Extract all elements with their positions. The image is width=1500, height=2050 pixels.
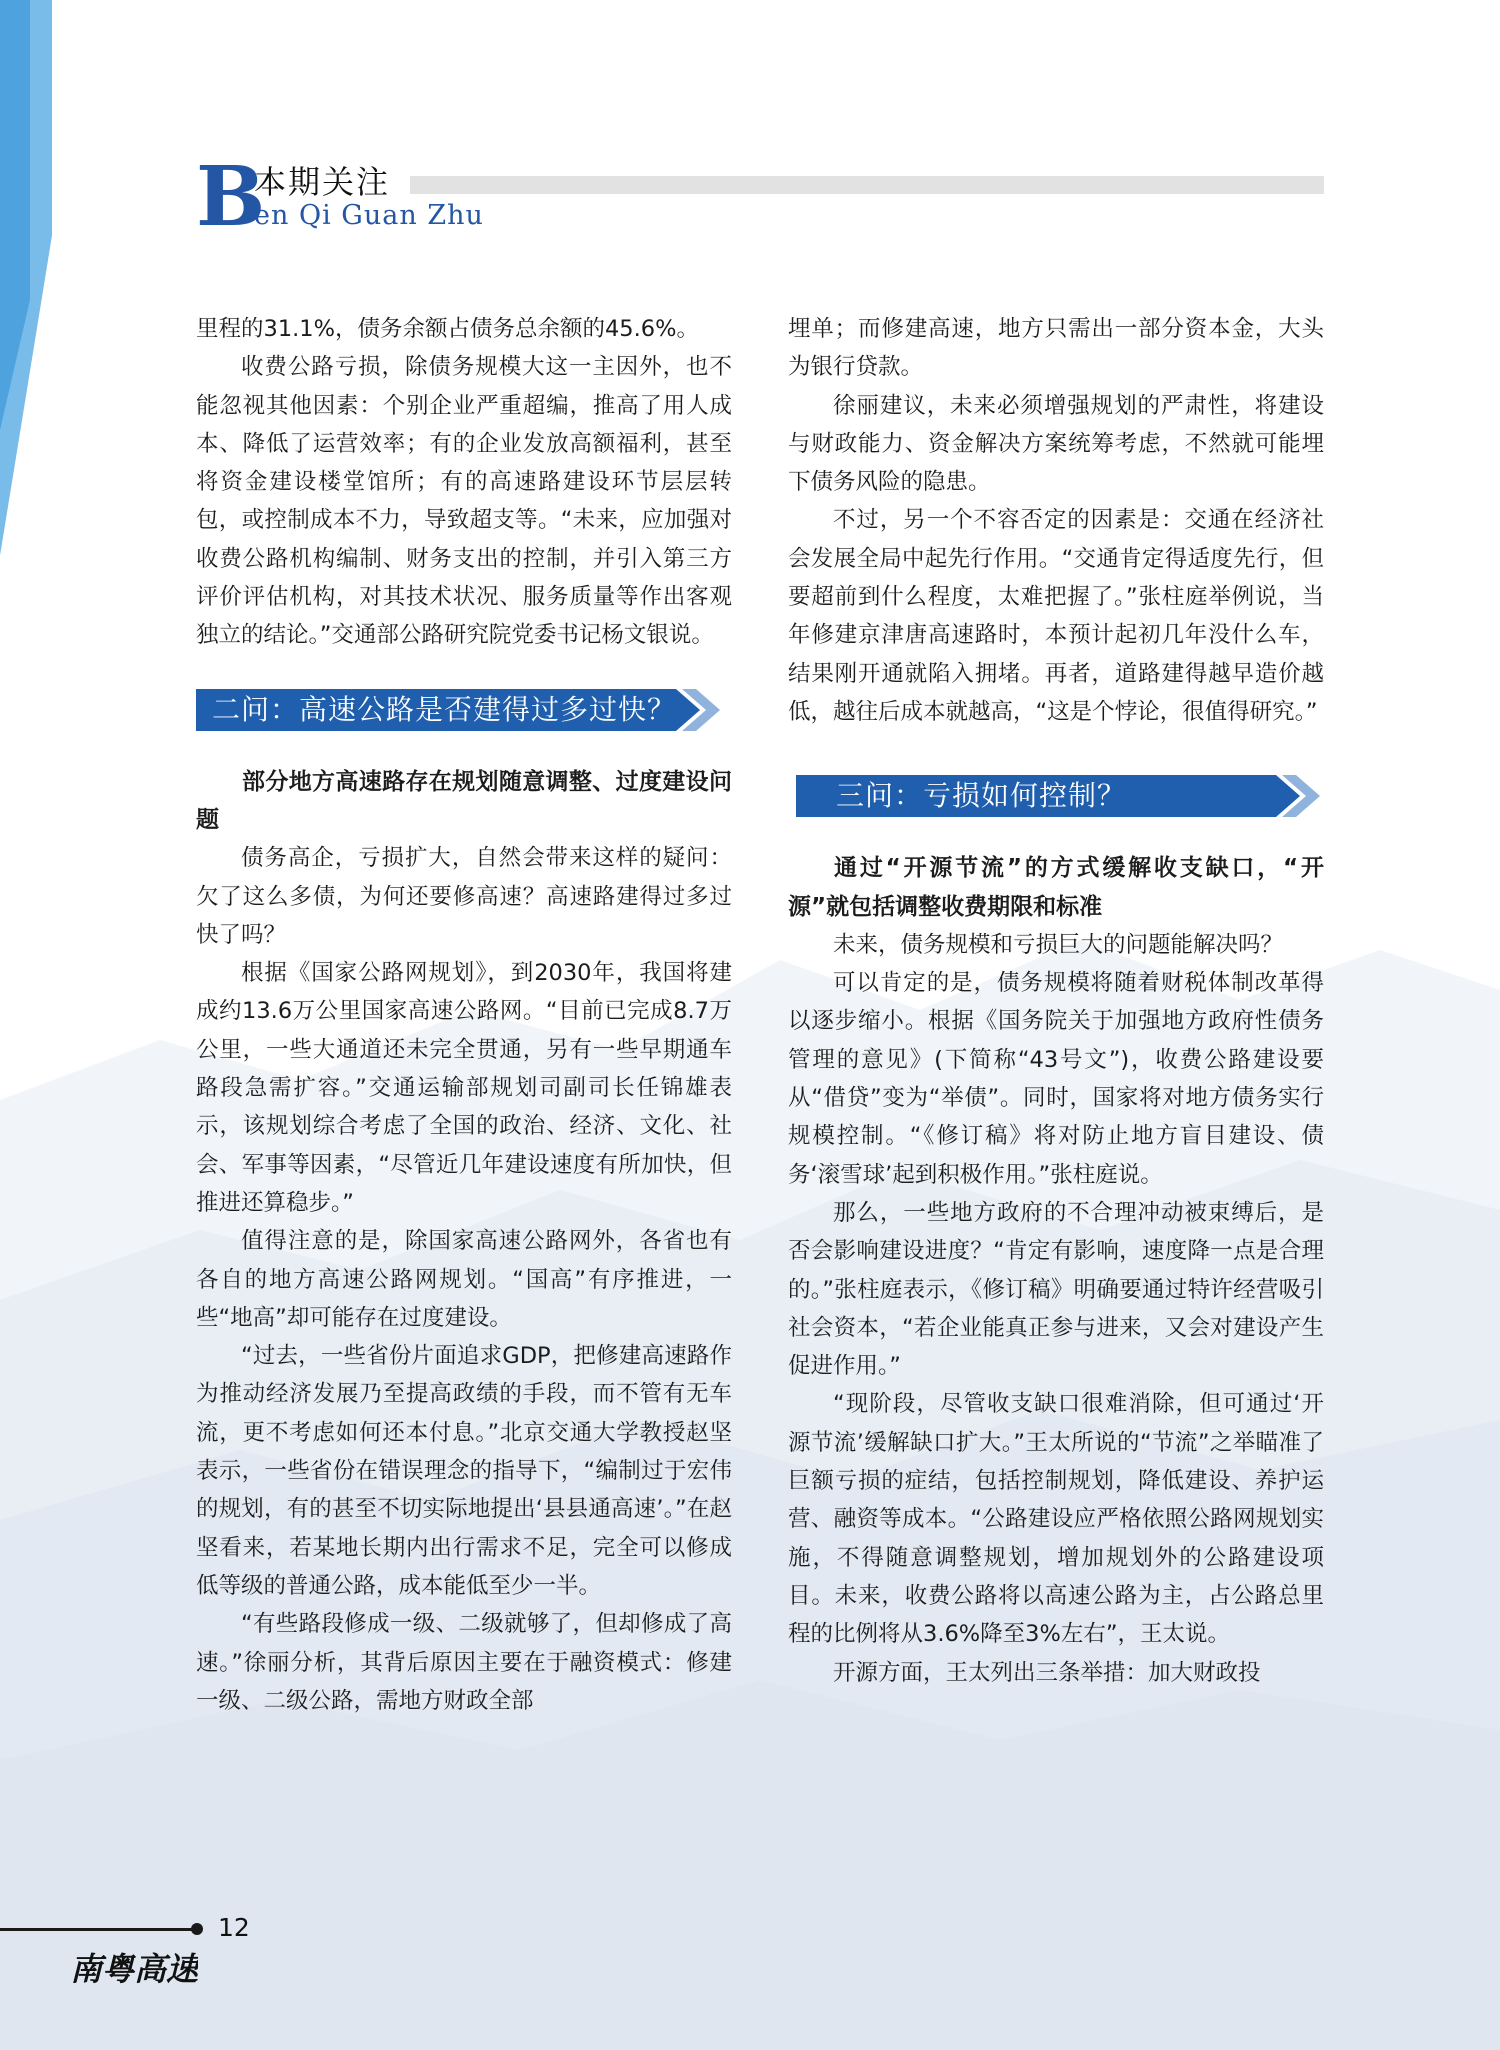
article-column-left bbox=[196, 310, 732, 1720]
footer-dot bbox=[191, 1923, 203, 1935]
paragraph: “现阶段，尽管收支缺口很难消除，但可通过‘开源节流’缓解缺口扩大。”王太所说的“节流”之举瞄准了巨额亏损的症结，包括控制规划，降低建设、养护运营、融资等成本。“公路建设应严格依照公路网规划实施，不得随意调整规划，增加规划外的公路建设项目。未来，收费公路将以高速公路为主，占公路总里程的比例将从3.6%降至3%左右”，王太说。 bbox=[788, 1391, 1324, 1648]
paragraph: 徐丽建议，未来必须增强规划的严肃性，将建设与财政能力、资金解决方案统筹考虑，不然就可能埋下债务风险的隐患。 bbox=[788, 392, 1324, 496]
paragraph: 可以肯定的是，债务规模将随着财税体制改革得以逐步缩小。根据《国务院关于加强地方政府性债务管理的意见》(下简称“43号文”)，收费公路建设要从“借贷”变为“举债”。同时，国家将对地方债务实行规模控制。“《修订稿》将对防止地方盲目建设、债务‘滚雪球’起到积极作用。”张柱庭说。 bbox=[788, 970, 1324, 1188]
paragraph: 未来，债务规模和亏损巨大的问题能解决吗？ bbox=[833, 931, 1284, 958]
section-subheading: 通过“开源节流”的方式缓解收支缺口，“开源”就包括调整收费期限和标准 bbox=[788, 855, 1324, 920]
section-title-en: en Qi Guan Zhu bbox=[254, 200, 484, 231]
footer-rule bbox=[0, 1928, 196, 1931]
magazine-logo bbox=[68, 1944, 198, 1994]
paragraph: 里程的31.1%，债务余额占债务总余额的45.6%。 bbox=[196, 316, 699, 342]
paragraph: 埋单；而修建高速，地方只需出一部分资本金，大头为银行贷款。 bbox=[788, 316, 1324, 381]
paragraph: 开源方面，王太列出三条举措：加大财政投 bbox=[833, 1659, 1261, 1686]
side-decoration-band bbox=[0, 0, 60, 560]
banner-title: 三问：亏损如何控制？ bbox=[836, 779, 1127, 813]
paragraph: “过去，一些省份片面追求GDP，把修建高速路作为推动经济发展乃至提高政绩的手段，而不管有无车流，更不考虑如何还本付息。”北京交通大学教授赵坚表示，一些省份在错误理念的指导下，“编制过于宏伟的规划，有的甚至不切实际地提出‘县县通高速’。”在赵坚看来，若某地长期内出行需求不足，完全可以修成低等级的普通公路，成本能低至少一半。 bbox=[196, 1343, 732, 1599]
paragraph: “有些路段修成一级、二级就够了，但却修成了高速。”徐丽分析，其背后原因主要在于融资模式：修建一级、二级公路，需地方财政全部 bbox=[196, 1611, 732, 1714]
paragraph: 根据《国家公路网规划》，到2030年，我国将建成约13.6万公里国家高速公路网。“目前已完成8.7万公里，一些大通道还未完全贯通，另有一些早期通车路段急需扩容。”交通运输部规划司副司长任锦雄表示，该规划综合考虑了全国的政治、经济、文化、社会、军事等因素，“尽管近几年建设速度有所加快，但推进还算稳步。” bbox=[196, 960, 732, 1216]
page-number: 12 bbox=[218, 1913, 250, 1942]
banner-title: 二问：高速公路是否建得过多过快？ bbox=[212, 692, 677, 726]
section-banner-3 bbox=[788, 771, 1324, 821]
section-title-cn: 本期关注 bbox=[254, 163, 391, 201]
section-initial-letter: B bbox=[196, 149, 266, 245]
paragraph: 值得注意的是，除国家高速公路网外，各省也有各自的地方高速公路网规划。“国高”有序推进，一些“地高”却可能存在过度建设。 bbox=[196, 1228, 732, 1331]
header-rule bbox=[410, 176, 1324, 194]
paragraph: 收费公路亏损，除债务规模大这一主因外，也不能忽视其他因素：个别企业严重超编，推高了用人成本、降低了运营效率；有的企业发放高额福利，甚至将资金建设楼堂馆所；有的高速路建设环节层层转包，或控制成本不力，导致超支等。“未来，应加强对收费公路机构编制、财务支出的控制，并引入第三方评价评估机构，对其技术状况、服务质量等作出客观独立的结论。”交通部公路研究院党委书记杨文银说。 bbox=[196, 354, 732, 649]
section-banner-2 bbox=[196, 685, 732, 735]
paragraph: 债务高企，亏损扩大，自然会带来这样的疑问：欠了这么多债，为何还要修高速？高速路建得过多过快了吗？ bbox=[196, 845, 732, 948]
logo-text: 南粤高速 bbox=[70, 1950, 198, 1988]
section-subheading: 部分地方高速路存在规划随意调整、过度建设问题 bbox=[196, 768, 732, 833]
article-column-right bbox=[788, 310, 1324, 1692]
paragraph: 不过，另一个不容否定的因素是：交通在经济社会发展全局中起先行作用。“交通肯定得适度先行，但要超前到什么程度，太难把握了。”张柱庭举例说，当年修建京津唐高速路时，本预计起初几年没什么车，结果刚开通就陷入拥堵。再者，道路建得越早造价越低，越往后成本就越高，“这是个悖论，很值得研究。” bbox=[788, 507, 1324, 725]
paragraph: 那么，一些地方政府的不合理冲动被束缚后，是否会影响建设进度？“肯定有影响，速度降一点是合理的。”张柱庭表示，《修订稿》明确要通过特许经营吸引社会资本，“若企业能真正参与进来，又会对建设产生促进作用。” bbox=[788, 1199, 1324, 1380]
